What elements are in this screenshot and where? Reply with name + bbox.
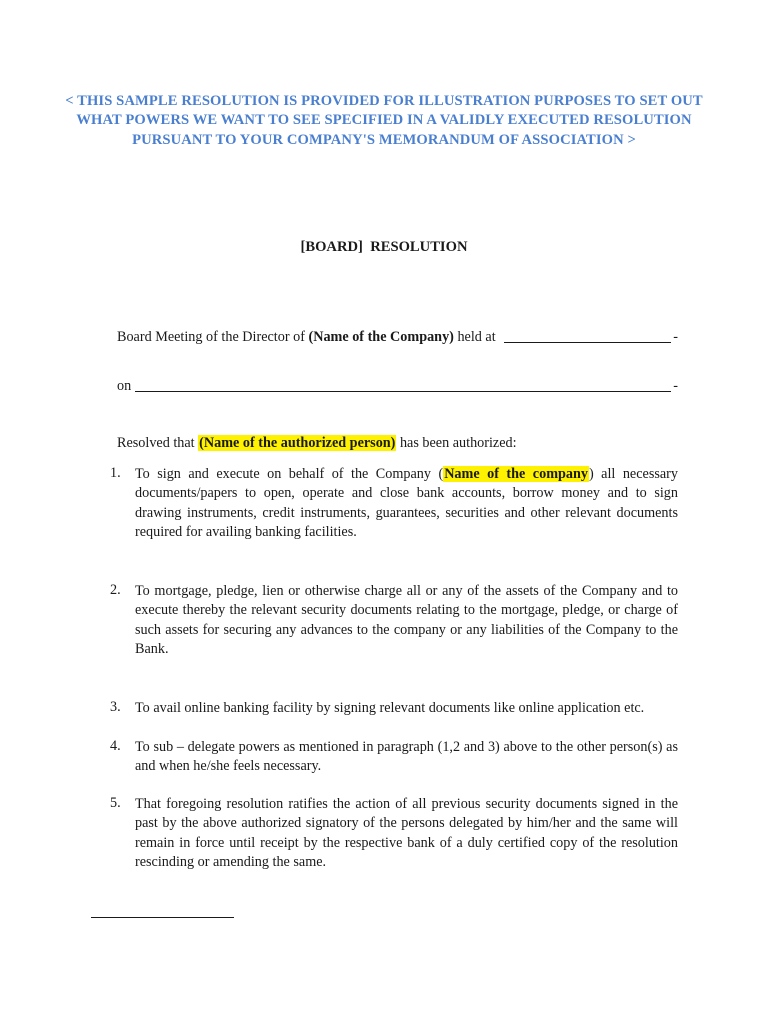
company-name-highlight: Name of the company [444,466,588,482]
resolved-prefix: Resolved that [117,435,195,451]
date-line [117,377,678,395]
list-item-text [135,465,678,543]
meeting-prefix: Board Meeting of the Director of [117,329,305,345]
meeting-line [117,328,678,346]
date-dash: - [673,378,678,394]
authorized-person-placeholder: (Name of the authorized person) [199,435,396,451]
list-item-text-part: To sign and execute on behalf of the Company ( [135,466,444,482]
company-name-placeholder: (Name of the Company) [308,329,454,345]
venue-dash: - [673,329,678,345]
on-label: on [117,378,132,394]
list-item [110,582,678,660]
list-item-text: To avail online banking facility by signing relevant documents like online application etc. [135,700,645,716]
list-item [110,465,678,543]
list-item [110,795,678,873]
list-item-text: To mortgage, pledge, lien or otherwise charge all or any of the assets of the Company and to execute thereby the relevant security documents relating to the mortgage, pledge, or charge of such assets for securing any advances to the company or any liabilities of the Company to the Bank. [135,583,678,658]
resolved-line [117,435,517,452]
date-blank-line[interactable] [135,379,671,392]
list-item [110,738,678,777]
resolved-suffix: has been authorized: [399,435,517,451]
list-item-text: To sub – delegate powers as mentioned in paragraph (1,2 and 3) above to the other person(s) as and when he/she feels necessary. [135,739,678,775]
list-item [110,699,678,718]
sample-notice: < THIS SAMPLE RESOLUTION IS PROVIDED FOR ILLUSTRATION PURPOSES TO SET OUT WHAT POWERS WE WANT TO SEE SPECIFIED IN A VALIDLY EXECUTED RESOLUTION PURSUANT TO YOUR COMPANY'S MEMORANDUM OF ASSOCIATION > [65,93,703,148]
list-item-number: 1. [110,465,121,481]
held-at-label: held at [457,329,496,345]
footnote-separator [91,917,234,918]
document-title: [BOARD] RESOLUTION [300,239,468,255]
list-item-number: 5. [110,795,121,811]
list-item-text: That foregoing resolution ratifies the action of all previous security documents signed in the past by the above authorized signatory of the persons delegated by him/her and the same will remain in force until receipt by the respective bank of a duly certified copy of the resolution rescinding or amending the same. [135,796,678,871]
list-item-number: 3. [110,699,121,715]
venue-blank-line[interactable] [504,330,672,343]
list-item-number: 4. [110,738,121,754]
list-item-number: 2. [110,582,121,598]
list-item-text-part: ) all necessary documents/papers to open, operate and close bank accounts, borrow money and to sign drawing instruments, credit instruments, guarantees, securities and other relevant documents required for availing banking facilities. [135,466,678,541]
